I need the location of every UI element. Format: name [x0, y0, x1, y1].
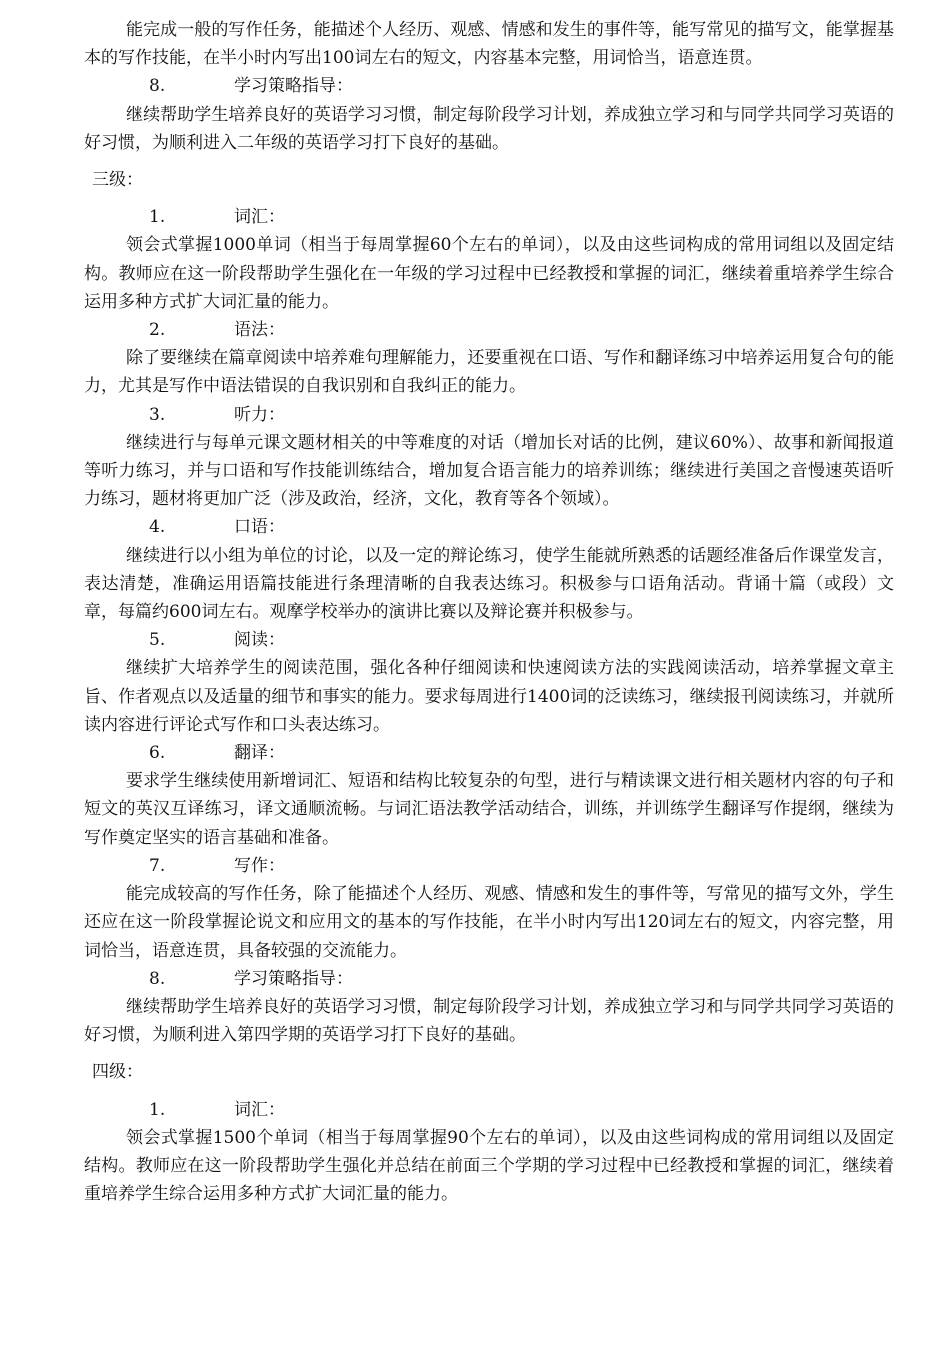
level-heading-3: 三级：: [92, 170, 143, 191]
strategy-paragraph: 继续帮助学生培养良好的英语学习习惯，制定每阶段学习计划，养成独立学习和与同学共同学习英语的好习惯，为顺利进入二年级的英语学习打下良好的基础。: [84, 104, 894, 153]
writing-paragraph: 能完成较高的写作任务，除了能描述个人经历、观感、情感和发生的事件等，写常见的描写文外，学生还应在这一阶段掌握论说文和应用文的基本的写作技能，在半小时内写出120词左右的短文，内容完整，用词恰当，语意连贯，具备较强的交流能力。: [84, 884, 894, 961]
section-title: 词汇：: [234, 207, 285, 228]
section-title: 学习策略指导：: [234, 76, 353, 97]
grammar-paragraph: 除了要继续在篇章阅读中培养难句理解能力，还要重视在口语、写作和翻译练习中培养运用复合句的能力，尤其是写作中语法错误的自我识别和自我纠正的能力。: [84, 348, 894, 397]
section-title: 阅读：: [234, 630, 285, 651]
section-number: 3.: [149, 404, 166, 425]
section-heading-speaking: [84, 513, 894, 541]
section-heading-listening: [84, 401, 894, 429]
section-heading-writing: [84, 852, 894, 880]
vocabulary-paragraph: 领会式掌握1000单词（相当于每周掌握60个左右的单词），以及由这些词构成的常用词组以及固定结构。教师应在这一阶段帮助学生强化在一年级的学习过程中已经教授和掌握的词汇，继续着重培养学生综合运用多种方式扩大词汇量的能力。: [84, 235, 894, 312]
section-heading-vocabulary: [84, 203, 894, 231]
section-number: 1.: [149, 207, 166, 228]
section-heading-translation: [84, 739, 894, 767]
translation-paragraph: 要求学生继续使用新增词汇、短语和结构比较复杂的句型，进行与精读课文进行相关题材内容的句子和短文的英汉互译练习，译文通顺流畅。与词汇语法教学活动结合，训练，并训练学生翻译写作提纲，继续为写作奠定坚实的语言基础和准备。: [84, 771, 894, 848]
section-number: 1.: [149, 1099, 166, 1120]
section-number: 8.: [149, 76, 166, 97]
section-title: 听力：: [234, 404, 285, 425]
writing-paragraph: 能完成一般的写作任务，能描述个人经历、观感、情感和发生的事件等，能写常见的描写文，能掌握基本的写作技能，在半小时内写出100词左右的短文，内容基本完整，用词恰当，语意连贯。: [84, 20, 894, 69]
section-number: 4.: [149, 517, 166, 538]
section-number: 2.: [149, 320, 166, 341]
section-title: 语法：: [234, 320, 285, 341]
section-heading-reading: [84, 626, 894, 654]
section-number: 6.: [149, 743, 166, 764]
section-number: 5.: [149, 630, 166, 651]
section-number: 8.: [149, 968, 166, 989]
section-title: 口语：: [234, 517, 285, 538]
vocabulary-paragraph: 领会式掌握1500个单词（相当于每周掌握90个左右的单词），以及由这些词构成的常用词组以及固定结构。教师应在这一阶段帮助学生强化并总结在前面三个学期的学习过程中已经教授和掌握的词汇，继续着重培养学生综合运用多种方式扩大词汇量的能力。: [84, 1127, 894, 1205]
section-heading-strategy: [84, 72, 894, 100]
speaking-paragraph: 继续进行以小组为单位的讨论，以及一定的辩论练习，使学生能就所熟悉的话题经准备后作课堂发言，表达清楚，准确运用语篇技能进行条理清晰的自我表达练习。积极参与口语角活动。背诵十篇（或段）文章，每篇约600词左右。观摩学校举办的演讲比赛以及辩论赛并积极参与。: [84, 545, 894, 623]
section-number: 7.: [149, 855, 166, 876]
section-title: 翻译：: [234, 743, 285, 764]
section-title: 写作：: [234, 855, 285, 876]
section-heading-vocabulary: [84, 1096, 894, 1124]
section-title: 学习策略指导：: [234, 968, 353, 989]
listening-paragraph: 继续进行与每单元课文题材相关的中等难度的对话（增加长对话的比例，建议60%）、故事和新闻报道等听力练习，并与口语和写作技能训练结合，增加复合语言能力的培养训练；继续进行美国之音慢速英语听力练习，题材将更加广泛（涉及政治，经济，文化，教育等各个领域）。: [84, 432, 894, 510]
strategy-paragraph: 继续帮助学生培养良好的英语学习习惯，制定每阶段学习计划，养成独立学习和与同学共同学习英语的好习惯，为顺利进入第四学期的英语学习打下良好的基础。: [84, 996, 894, 1046]
section-title: 词汇：: [234, 1099, 285, 1120]
section-heading-strategy: [84, 965, 894, 993]
section-heading-grammar: [84, 316, 894, 344]
level-heading-4: 四级：: [92, 1062, 143, 1083]
document-page: [84, 16, 894, 1208]
reading-paragraph: 继续扩大培养学生的阅读范围，强化各种仔细阅读和快速阅读方法的实践阅读活动，培养掌握文章主旨、作者观点以及适量的细节和事实的能力。要求每周进行1400词的泛读练习，继续报刊阅读练习，并就所读内容进行评论式写作和口头表达练习。: [84, 658, 894, 735]
